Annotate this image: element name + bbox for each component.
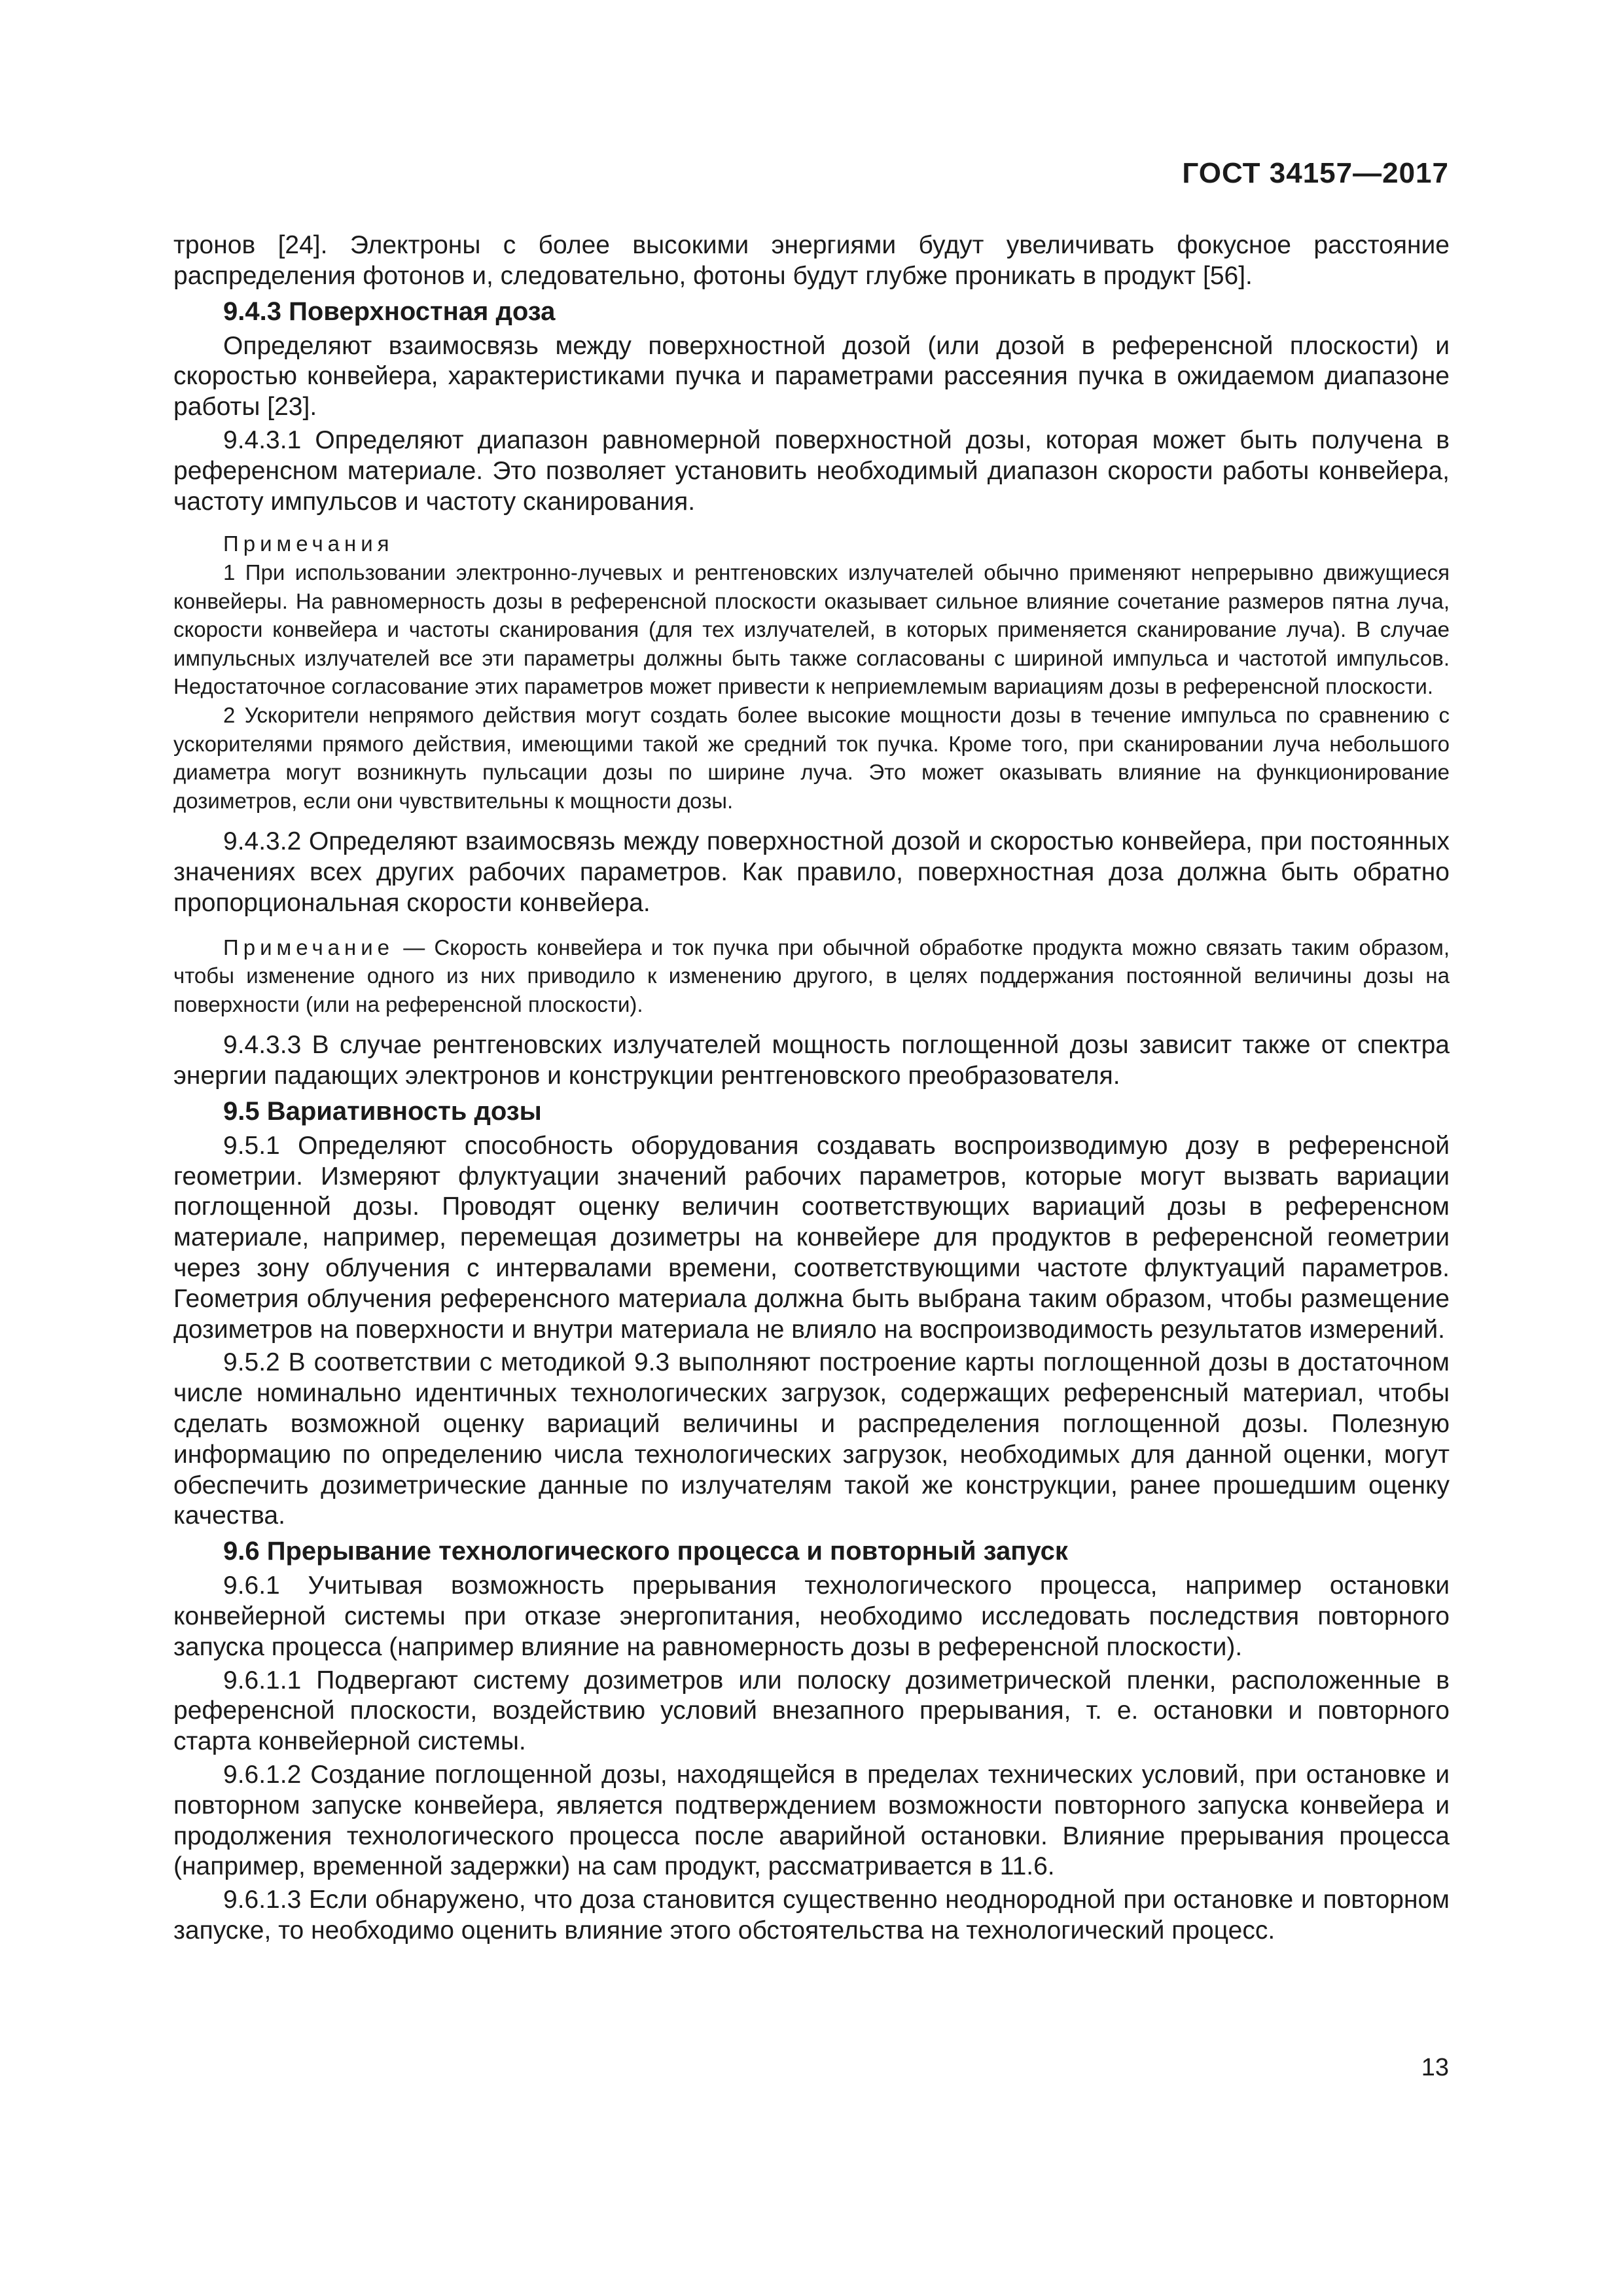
note-label: Примечание — [223, 935, 395, 960]
paragraph-9-5-2: 9.5.2 В соответствии с методикой 9.3 выполняют построение карты поглощенной дозы в достаточном числе номинально идентичных технологических загрузок, содержащих референсный материал, чтобы сделать возможной оценку вариаций величины и распределения поглощенной дозы. Полезную информацию по определению числа технологических загрузок, необходимых для данной оценки, могут обеспечить дозиметрические данные по излучателям такой же конструкции, ранее прошедшим оценку качества. — [173, 1348, 1450, 1530]
paragraph-9-4-3-2: 9.4.3.2 Определяют взаимосвязь между поверхностной дозой и скоростью конвейера, при постоянных значениях всех других рабочих параметров. Как правило, поверхностная доза должна быть обратно пропорциональная скорости конвейера. — [173, 827, 1450, 917]
paragraph-9-6-1: 9.6.1 Учитывая возможность прерывания технологического процесса, например остановки конвейерной системы при отказе энергопитания, необходимо исследовать последствия повторного запуска процесса (например влияние на равномерность дозы в референсной плоскости). — [173, 1571, 1450, 1661]
note-2: 2 Ускорители непрямого действия могут создать более высокие мощности дозы в течение импульса по сравнению с ускорителями прямого действия, имеющими такой же средний ток пучка. Кроме того, при сканировании луча небольшого диаметра могут возникнуть пульсации дозы по ширине луча. Это может оказывать влияние на функционирование дозиметров, если они чувствительны к мощности дозы. — [173, 703, 1450, 813]
paragraph-9-4-3-1: 9.4.3.1 Определяют диапазон равномерной поверхностной дозы, которая может быть получена в референсном материале. Это позволяет установить необходимый диапазон скорости работы конвейера, частоту импульсов и частоту сканирования. — [173, 425, 1450, 516]
paragraph-intro: тронов [24]. Электроны с более высокими энергиями будут увеличивать фокусное расстояние распределения фотонов и, следовательно, фотоны будут глубже проникать в продукт [56]. — [173, 231, 1450, 290]
section-heading-9-5: 9.5 Вариативность дозы — [223, 1096, 542, 1126]
paragraph-9-4-3: Определяют взаимосвязь между поверхностной дозой (или дозой в референсной плоскости) и скоростью конвейера, характеристиками пучка и параметрами рассеяния пучка в ожидаемом диапазоне работы [23]. — [173, 331, 1450, 422]
notes-heading: Примечания — [223, 531, 394, 556]
section-heading-9-6: 9.6 Прерывание технологического процесса и повторный запуск — [223, 1537, 1068, 1566]
document-designation: ГОСТ 34157—2017 — [1182, 157, 1449, 189]
paragraph-9-5-1: 9.5.1 Определяют способность оборудования создавать воспроизводимую дозу в референсной геометрии. Измеряют флуктуации значений рабочих параметров, которые могут вызвать вариации поглощенной дозы. Проводят оценку величин соответствующих вариаций дозы в референсном материале, например, перемещая дозиметры на конвейере для продуктов в референсной геометрии через зону облучения с интервалами времени, соответствующими частоте флуктуаций параметров. Геометрия облучения референсного материала должна быть выбрана таким образом, чтобы размещение дозиметров на поверхности и внутри материала не влияло на воспроизводимость результатов измерений. — [173, 1131, 1450, 1344]
note-single — [173, 933, 1450, 1019]
document-body — [173, 230, 1450, 1949]
note-text: — Скорость конвейера и ток пучка при обычной обработке продукта можно связать таким образом, чтобы изменение одного из них приводило к изменению другого, в целях поддержания постоянной величины дозы на поверхности (или на референсной плоскости). — [173, 935, 1450, 1016]
paragraph-9-6-1-1: 9.6.1.1 Подвергают систему дозиметров или полоску дозиметрической пленки, расположенные в референсной плоскости, воздействию условий внезапного прерывания, т. е. остановки и повторного старта конвейерной системы. — [173, 1666, 1450, 1756]
paragraph-9-4-3-3: 9.4.3.3 В случае рентгеновских излучателей мощность поглощенной дозы зависит также от спектра энергии падающих электронов и конструкции рентгеновского преобразователя. — [173, 1031, 1450, 1090]
page-number: 13 — [1421, 2054, 1449, 2081]
note-1: 1 При использовании электронно-лучевых и рентгеновских излучателей обычно применяют непрерывно движущиеся конвейеры. На равномерность дозы в референсной плоскости оказывает сильное влияние сочетание размеров пятна луча, скорости конвейера и частоты сканирования (для тех излучателей, в которых применяется сканирование луча). В случае импульсных излучателей все эти параметры должны быть также согласованы с шириной импульса и частотой импульсов. Недостаточное согласование этих параметров может привести к неприемлемым вариациям дозы в референсной плоскости. — [173, 560, 1450, 699]
paragraph-9-6-1-3: 9.6.1.3 Если обнаружено, что доза становится существенно неоднородной при остановке и повторном запуске, то необходимо оценить влияние этого обстоятельства на технологический процесс. — [173, 1886, 1450, 1945]
section-heading-9-4-3: 9.4.3 Поверхностная доза — [223, 296, 556, 326]
paragraph-9-6-1-2: 9.6.1.2 Создание поглощенной дозы, находящейся в пределах технических условий, при остановке и повторном запуске конвейера, является подтверждением возможности повторного запуска конвейера и продолжения технологического процесса после аварийной остановки. Влияние прерывания процесса (например, временной задержки) на сам продукт, рассматривается в 11.6. — [173, 1760, 1450, 1881]
